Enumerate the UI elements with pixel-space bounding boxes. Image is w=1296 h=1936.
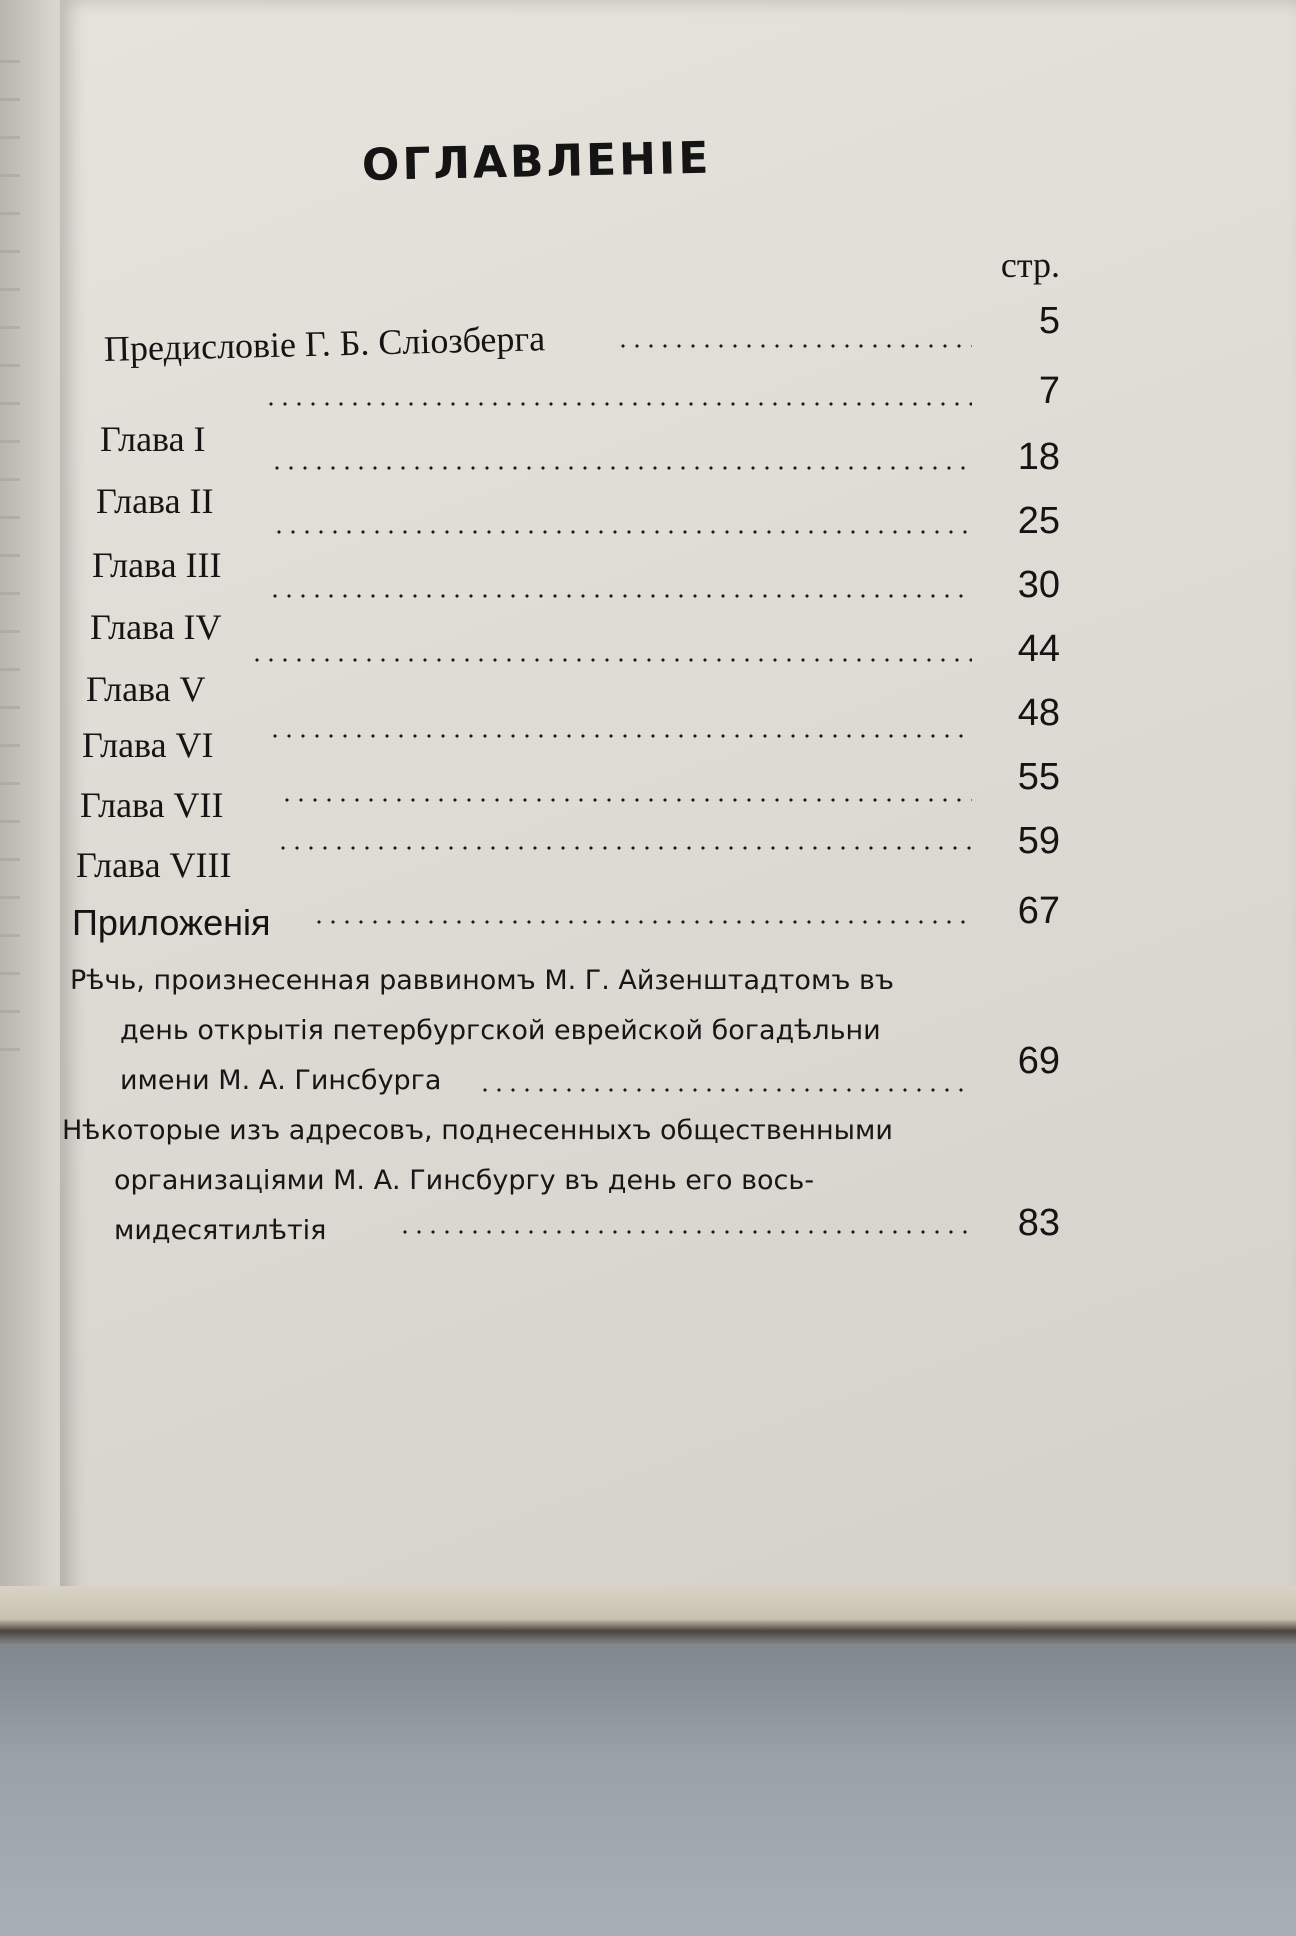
toc-entry-chapter-4 [0, 564, 1296, 647]
entry-page-number: 83 [1017, 1202, 1060, 1244]
toc-entry-chapter-6 [0, 692, 1296, 765]
entry-page-number: 7 [1038, 370, 1060, 412]
entry-label: Глава VI [82, 725, 214, 765]
entry-label: Предисловіе Г. Б. Сліозберга [103, 318, 546, 369]
appendix-line: мидесятилѣтія [114, 1215, 327, 1246]
appendix-addresses-page-row [0, 1202, 1296, 1258]
entry-page-number: 5 [1038, 300, 1060, 342]
appendix-line: день открытія петербургской еврейской богадѣльни [120, 1015, 881, 1046]
entry-page-number: 25 [1017, 500, 1060, 542]
leader-dots [312, 920, 972, 924]
leader-dots [268, 594, 972, 598]
appendix-speech-page-row [0, 1040, 1296, 1096]
entry-label: Глава IV [90, 607, 222, 647]
entry-label: Приложенія [72, 902, 271, 943]
entry-page-number: 30 [1017, 564, 1060, 606]
leader-dots [250, 658, 972, 662]
toc-entry-chapter-8 [0, 820, 1296, 885]
entry-label: Глава VII [80, 785, 224, 825]
entry-page-number: 44 [1017, 628, 1060, 670]
leader-dots [616, 344, 972, 348]
toc-entry-chapter-7 [0, 756, 1296, 825]
leader-dots [270, 466, 972, 470]
entry-page-number: 55 [1017, 756, 1060, 798]
toc-entry-chapter-5 [0, 628, 1296, 709]
entry-label: Глава III [92, 545, 222, 585]
entry-page-number: 67 [1017, 890, 1060, 932]
entry-label: Глава I [100, 419, 206, 459]
leader-dots [272, 530, 972, 534]
leader-dots [268, 734, 972, 738]
leader-dots [276, 846, 972, 850]
page-column-header: стр. [1000, 245, 1060, 285]
entry-label: Глава V [86, 669, 206, 709]
entry-page-number: 69 [1017, 1040, 1060, 1082]
leader-dots [264, 402, 972, 406]
entry-label: Глава II [96, 481, 214, 521]
appendix-line: Нѣкоторые изъ адресовъ, поднесенныхъ общественными [62, 1115, 893, 1146]
toc-title: ОГЛАВЛЕНІЕ [361, 132, 712, 191]
entry-page-number: 59 [1017, 820, 1060, 862]
entry-page-number: 48 [1017, 692, 1060, 734]
leader-dots [478, 1088, 972, 1092]
appendix-line: организаціями М. А. Гинсбургу въ день его вось- [114, 1165, 815, 1196]
leader-dots [398, 1230, 972, 1234]
appendix-line: имени М. А. Гинсбурга [120, 1065, 442, 1096]
leader-dots [280, 798, 972, 802]
table-background [0, 1640, 1296, 1936]
toc-entry-appendices [0, 890, 1296, 946]
toc-entry-preface [0, 300, 1296, 369]
appendix-line: Рѣчь, произнесенная раввиномъ М. Г. Айзенштадтомъ въ [70, 965, 894, 996]
entry-page-number: 18 [1017, 436, 1060, 478]
entry-label: Глава VIII [76, 845, 232, 885]
